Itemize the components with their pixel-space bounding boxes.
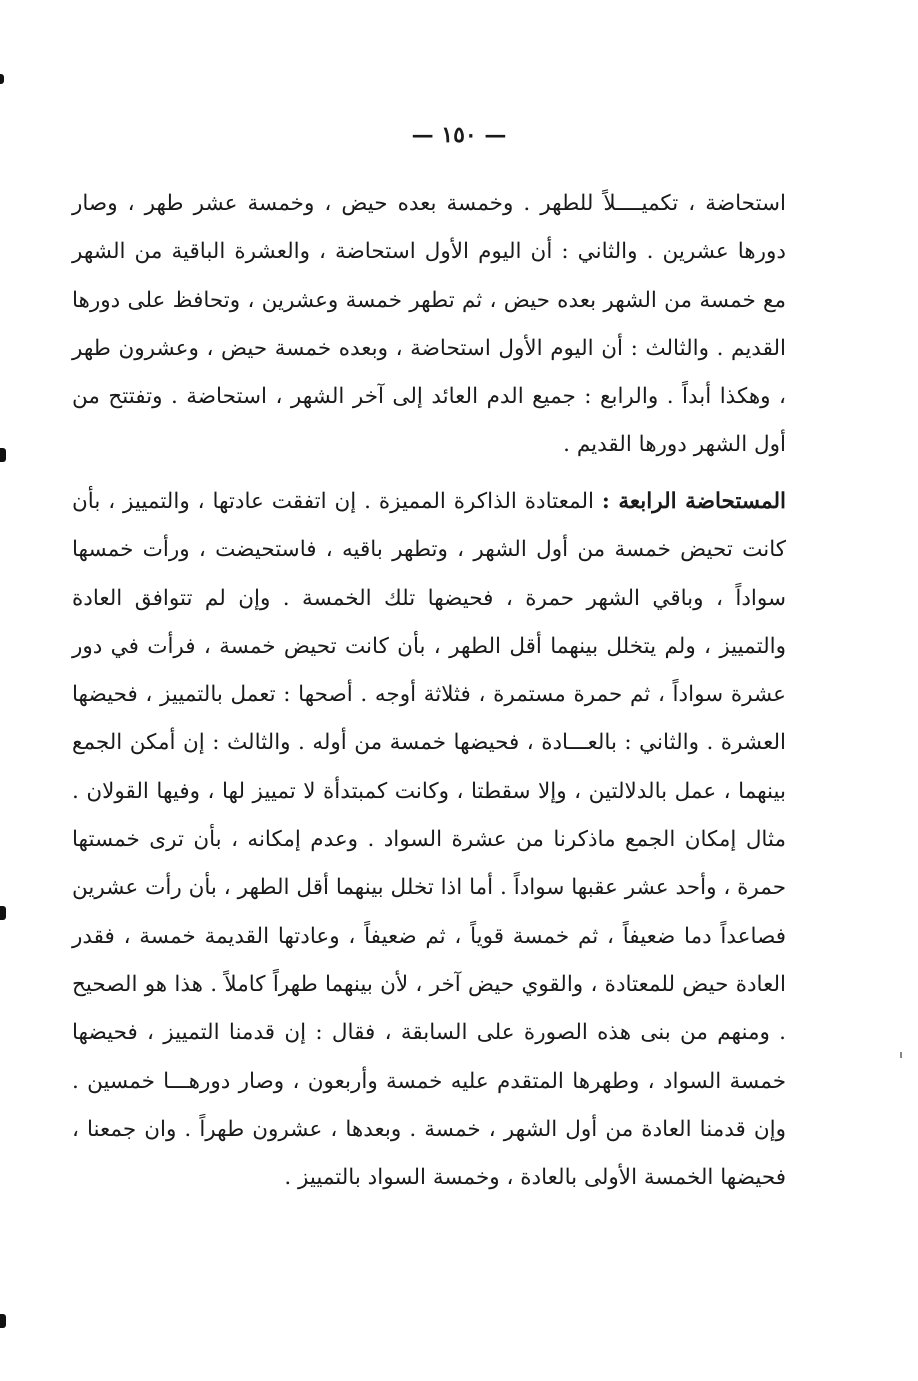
paragraph-fourth-mustahada	[72, 478, 786, 1202]
paragraph-text: المعتادة الذاكرة المميزة . إن اتفقت عادتها ، والتمييز ، بأن كانت تحيض خمسة من أول الشهر ، وتطهر باقيه ، فاستحيضت ، ورأت خمسها سواداً ، وباقي الشهر حمرة ، فحيضها تلك الخمسة . وإن لم تتوافق العادة والتمييز ، ولم يتخلل بينهما أقل الطهر ، بأن كانت تحيض خمسة ، فرأت في دور عشرة سواداً ، ثم حمرة مستمرة ، فثلاثة أوجه . أصحها : تعمل بالتمييز ، فحيضها العشرة . والثاني : بالعـــادة ، فحيضها خمسة من أوله . والثالث : إن أمكن الجمع بينهما ، عمل بالدلالتين ، وإلا سقطتا ، وكانت كمبتدأة لا تمييز لها ، وفيها القولان . مثال إمكان الجمع ماذكرنا من عشرة السواد . وعدم إمكانه ، بأن ترى خمستها حمرة ، وأحد عشر عقبها سواداً . أما اذا تخلل بينهما أقل الطهر ، بأن رأت عشرين فصاعداً دما ضعيفاً ، ثم خمسة قوياً ، ثم ضعيفاً ، وعادتها القديمة خمسة ، فقدر العادة حيض للمعتادة ، والقوي حيض آخر ، لأن بينهما طهراً كاملاً . هذا هو الصحيح . ومنهم من بنى هذه الصورة على السابقة ، فقال : إن قدمنا التمييز ، فحيضها خمسة السواد ، وطهرها المتقدم عليه خمسة وأربعون ، وصار دورهـــا خمسين . وإن قدمنا العادة من أول الشهر ، خمسة . وبعدها ، عشرون طهراً . وان جمعنا ، فحيضها الخمسة الأولى بالعادة ، وخمسة السواد بالتمييز .	[72, 489, 786, 1191]
paragraph-continuation	[72, 180, 786, 470]
scan-smudge	[900, 1052, 902, 1058]
paragraph-heading: المستحاضة الرابعة :	[601, 489, 786, 514]
scan-edge-mark	[0, 448, 6, 462]
paragraph-text: استحاضة ، تكميــــلاً للطهر . وخمسة بعده حيض ، وخمسة عشر طهر ، وصار دورها عشرين . والثاني : أن اليوم الأول استحاضة ، والعشرة الباقية من الشهر مع خمسة من الشهر بعده حيض ، ثم تطهر خمسة وعشرين ، وتحافظ على دورها القديم . والثالث : أن اليوم الأول استحاضة ، وبعده خمسة حيض ، وعشرون طهر ، وهكذا أبداً . والرابع : جميع الدم العائد إلى آخر الشهر ، استحاضة . وتفتتح من أول الشهر دورها القديم .	[72, 191, 786, 458]
page-number: — ١٥٠ —	[411, 122, 507, 148]
scan-edge-mark	[0, 906, 6, 920]
scan-edge-mark	[0, 1314, 6, 1328]
scan-edge-mark	[0, 74, 4, 84]
